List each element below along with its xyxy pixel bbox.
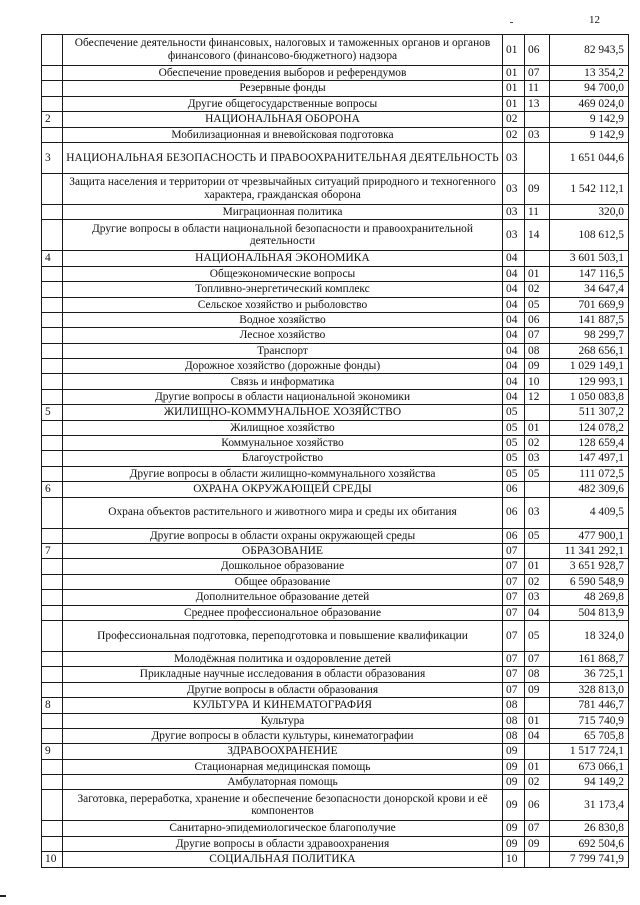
row-number-cell: [42, 96, 63, 111]
row-number-cell: [42, 682, 63, 697]
subsection-code-cell: [525, 698, 550, 713]
row-number-cell: [42, 297, 63, 312]
row-number-cell: [42, 266, 63, 281]
row-name-cell: Санитарно-эпидемиологическое благополучие: [63, 821, 503, 836]
amount-cell: 1 517 724,1: [550, 744, 629, 759]
row-name-cell: ОХРАНА ОКРУЖАЮЩЕЙ СРЕДЫ: [63, 482, 503, 497]
row-name-cell: Дорожное хозяйство (дорожные фонды): [63, 359, 503, 374]
amount-cell: 781 446,7: [550, 698, 629, 713]
subsection-code-cell: [525, 405, 550, 420]
section-code-cell: 08: [503, 713, 525, 728]
row-name-cell: Заготовка, переработка, хранение и обеспечение безопасности донорской крови и её компонентов: [63, 790, 503, 821]
amount-cell: 129 993,1: [550, 374, 629, 389]
amount-cell: 1 651 044,6: [550, 142, 629, 173]
section-code-cell: 07: [503, 559, 525, 574]
subsection-code-cell: [525, 852, 550, 867]
subsection-code-cell: 11: [525, 81, 550, 96]
section-code-cell: 04: [503, 328, 525, 343]
amount-cell: 108 612,5: [550, 220, 629, 251]
amount-cell: 34 647,4: [550, 282, 629, 297]
row-name-cell: СОЦИАЛЬНАЯ ПОЛИТИКА: [63, 852, 503, 867]
row-name-cell: Транспорт: [63, 343, 503, 358]
amount-cell: 141 887,5: [550, 312, 629, 327]
subsection-code-cell: 02: [525, 436, 550, 451]
row-name-cell: Дошкольное образование: [63, 559, 503, 574]
amount-cell: 48 269,8: [550, 590, 629, 605]
amount-cell: 11 341 292,1: [550, 543, 629, 558]
section-code-cell: 01: [503, 81, 525, 96]
amount-cell: 82 943,5: [550, 35, 629, 66]
row-number-cell: 7: [42, 543, 63, 558]
row-name-cell: КУЛЬТУРА И КИНЕМАТОГРАФИЯ: [63, 698, 503, 713]
subsection-code-cell: 01: [525, 559, 550, 574]
row-number-cell: [42, 359, 63, 374]
row-name-cell: ОБРАЗОВАНИЕ: [63, 543, 503, 558]
subsection-code-cell: [525, 112, 550, 127]
row-name-cell: Общеэкономические вопросы: [63, 266, 503, 281]
row-number-cell: 5: [42, 405, 63, 420]
section-code-cell: 07: [503, 667, 525, 682]
scan-mark: [510, 22, 513, 23]
subsection-code-cell: 04: [525, 728, 550, 743]
section-code-cell: 07: [503, 682, 525, 697]
subsection-code-cell: 03: [525, 451, 550, 466]
amount-cell: 701 669,9: [550, 297, 629, 312]
table-row: [42, 728, 629, 743]
row-number-cell: [42, 620, 63, 651]
amount-cell: 18 324,0: [550, 620, 629, 651]
table-section-row: [42, 852, 629, 867]
table-row: [42, 220, 629, 251]
subsection-code-cell: 06: [525, 312, 550, 327]
section-code-cell: 06: [503, 497, 525, 528]
row-name-cell: Другие вопросы в области национальной безопасности и правоохранительной деятельности: [63, 220, 503, 251]
amount-cell: 477 900,1: [550, 528, 629, 543]
amount-cell: 4 409,5: [550, 497, 629, 528]
row-number-cell: [42, 127, 63, 142]
row-name-cell: Среднее профессиональное образование: [63, 605, 503, 620]
subsection-code-cell: 13: [525, 96, 550, 111]
amount-cell: 715 740,9: [550, 713, 629, 728]
subsection-code-cell: 07: [525, 66, 550, 81]
subsection-code-cell: 08: [525, 343, 550, 358]
table-section-row: [42, 251, 629, 266]
section-code-cell: 05: [503, 405, 525, 420]
section-code-cell: 08: [503, 698, 525, 713]
row-name-cell: НАЦИОНАЛЬНАЯ БЕЗОПАСНОСТЬ И ПРАВООХРАНИТЕЛЬНАЯ ДЕЯТЕЛЬНОСТЬ: [63, 142, 503, 173]
amount-cell: 3 601 503,1: [550, 251, 629, 266]
row-number-cell: [42, 374, 63, 389]
subsection-code-cell: 09: [525, 682, 550, 697]
section-code-cell: 07: [503, 651, 525, 666]
subsection-code-cell: 05: [525, 528, 550, 543]
budget-table-body: [42, 35, 629, 868]
row-name-cell: Мобилизационная и вневойсковая подготовка: [63, 127, 503, 142]
subsection-code-cell: 06: [525, 790, 550, 821]
row-number-cell: [42, 420, 63, 435]
table-row: [42, 620, 629, 651]
amount-cell: 3 651 928,7: [550, 559, 629, 574]
table-row: [42, 436, 629, 451]
subsection-code-cell: 02: [525, 282, 550, 297]
row-number-cell: [42, 204, 63, 219]
table-row: [42, 775, 629, 790]
row-number-cell: [42, 466, 63, 481]
budget-table: [41, 34, 629, 868]
amount-cell: 98 299,7: [550, 328, 629, 343]
row-name-cell: Другие вопросы в области охраны окружающей среды: [63, 528, 503, 543]
subsection-code-cell: 07: [525, 328, 550, 343]
table-row: [42, 790, 629, 821]
table-section-row: [42, 698, 629, 713]
row-number-cell: [42, 282, 63, 297]
row-number-cell: [42, 343, 63, 358]
section-code-cell: 05: [503, 451, 525, 466]
table-row: [42, 497, 629, 528]
amount-cell: 1 050 083,8: [550, 389, 629, 404]
subsection-code-cell: 01: [525, 266, 550, 281]
subsection-code-cell: [525, 543, 550, 558]
section-code-cell: 05: [503, 436, 525, 451]
table-row: [42, 282, 629, 297]
section-code-cell: 08: [503, 728, 525, 743]
section-code-cell: 07: [503, 620, 525, 651]
table-row: [42, 96, 629, 111]
section-code-cell: 02: [503, 112, 525, 127]
section-code-cell: 03: [503, 220, 525, 251]
section-code-cell: 01: [503, 96, 525, 111]
row-number-cell: [42, 528, 63, 543]
row-name-cell: Стационарная медицинская помощь: [63, 759, 503, 774]
row-number-cell: [42, 389, 63, 404]
row-number-cell: [42, 328, 63, 343]
row-name-cell: Защита населения и территории от чрезвычайных ситуаций природного и техногенного характера, гражданская оборона: [63, 173, 503, 204]
section-code-cell: 02: [503, 127, 525, 142]
subsection-code-cell: 03: [525, 497, 550, 528]
table-row: [42, 759, 629, 774]
table-row: [42, 127, 629, 142]
table-row: [42, 590, 629, 605]
row-number-cell: [42, 790, 63, 821]
table-row: [42, 312, 629, 327]
row-name-cell: Обеспечение проведения выборов и референдумов: [63, 66, 503, 81]
section-code-cell: 09: [503, 836, 525, 851]
row-number-cell: [42, 451, 63, 466]
row-name-cell: Амбулаторная помощь: [63, 775, 503, 790]
subsection-code-cell: 05: [525, 620, 550, 651]
subsection-code-cell: 05: [525, 466, 550, 481]
subsection-code-cell: 01: [525, 759, 550, 774]
row-name-cell: Другие общегосударственные вопросы: [63, 96, 503, 111]
amount-cell: 124 078,2: [550, 420, 629, 435]
row-number-cell: 4: [42, 251, 63, 266]
row-name-cell: Другие вопросы в области культуры, кинематографии: [63, 728, 503, 743]
section-code-cell: 04: [503, 251, 525, 266]
row-name-cell: Сельское хозяйство и рыболовство: [63, 297, 503, 312]
row-number-cell: [42, 590, 63, 605]
row-number-cell: [42, 497, 63, 528]
section-code-cell: 09: [503, 744, 525, 759]
row-number-cell: [42, 713, 63, 728]
row-name-cell: Связь и информатика: [63, 374, 503, 389]
subsection-code-cell: 02: [525, 574, 550, 589]
row-number-cell: [42, 667, 63, 682]
section-code-cell: 07: [503, 605, 525, 620]
section-code-cell: 03: [503, 204, 525, 219]
subsection-code-cell: [525, 142, 550, 173]
amount-cell: 1 029 149,1: [550, 359, 629, 374]
subsection-code-cell: [525, 744, 550, 759]
row-name-cell: Другие вопросы в области жилищно-коммунального хозяйства: [63, 466, 503, 481]
row-name-cell: ЗДРАВООХРАНЕНИЕ: [63, 744, 503, 759]
section-code-cell: 03: [503, 173, 525, 204]
subsection-code-cell: [525, 482, 550, 497]
row-number-cell: 2: [42, 112, 63, 127]
amount-cell: 511 307,2: [550, 405, 629, 420]
amount-cell: 65 705,8: [550, 728, 629, 743]
row-number-cell: 10: [42, 852, 63, 867]
row-number-cell: [42, 312, 63, 327]
section-code-cell: 04: [503, 297, 525, 312]
row-name-cell: Миграционная политика: [63, 204, 503, 219]
subsection-code-cell: 06: [525, 35, 550, 66]
row-number-cell: [42, 173, 63, 204]
section-code-cell: 07: [503, 543, 525, 558]
page-number: 12: [589, 14, 600, 26]
table-row: [42, 682, 629, 697]
row-name-cell: Другие вопросы в области здравоохранения: [63, 836, 503, 851]
subsection-code-cell: 02: [525, 775, 550, 790]
row-number-cell: 6: [42, 482, 63, 497]
subsection-code-cell: 09: [525, 173, 550, 204]
row-name-cell: Охрана объектов растительного и животного мира и среды их обитания: [63, 497, 503, 528]
subsection-code-cell: 10: [525, 374, 550, 389]
row-number-cell: [42, 436, 63, 451]
amount-cell: 268 656,1: [550, 343, 629, 358]
row-name-cell: Благоустройство: [63, 451, 503, 466]
section-code-cell: 03: [503, 142, 525, 173]
row-name-cell: Дополнительное образование детей: [63, 590, 503, 605]
table-section-row: [42, 744, 629, 759]
table-row: [42, 451, 629, 466]
section-code-cell: 01: [503, 66, 525, 81]
row-name-cell: Общее образование: [63, 574, 503, 589]
subsection-code-cell: 08: [525, 667, 550, 682]
subsection-code-cell: 01: [525, 713, 550, 728]
amount-cell: 13 354,2: [550, 66, 629, 81]
table-row: [42, 266, 629, 281]
row-name-cell: Водное хозяйство: [63, 312, 503, 327]
section-code-cell: 09: [503, 759, 525, 774]
subsection-code-cell: 11: [525, 204, 550, 219]
section-code-cell: 10: [503, 852, 525, 867]
table-row: [42, 374, 629, 389]
section-code-cell: 04: [503, 343, 525, 358]
amount-cell: 147 116,5: [550, 266, 629, 281]
row-number-cell: [42, 821, 63, 836]
subsection-code-cell: 09: [525, 359, 550, 374]
section-code-cell: 06: [503, 528, 525, 543]
table-row: [42, 667, 629, 682]
amount-cell: 7 799 741,9: [550, 852, 629, 867]
row-name-cell: Другие вопросы в области образования: [63, 682, 503, 697]
row-number-cell: [42, 66, 63, 81]
subsection-code-cell: [525, 251, 550, 266]
subsection-code-cell: 07: [525, 651, 550, 666]
amount-cell: 9 142,9: [550, 127, 629, 142]
table-row: [42, 466, 629, 481]
row-number-cell: [42, 605, 63, 620]
amount-cell: 111 072,5: [550, 466, 629, 481]
section-code-cell: 09: [503, 790, 525, 821]
amount-cell: 31 173,4: [550, 790, 629, 821]
table-row: [42, 389, 629, 404]
table-row: [42, 359, 629, 374]
table-row: [42, 297, 629, 312]
amount-cell: 673 066,1: [550, 759, 629, 774]
row-number-cell: [42, 35, 63, 66]
section-code-cell: 07: [503, 590, 525, 605]
row-name-cell: НАЦИОНАЛЬНАЯ ЭКОНОМИКА: [63, 251, 503, 266]
amount-cell: 469 024,0: [550, 96, 629, 111]
row-name-cell: Жилищное хозяйство: [63, 420, 503, 435]
section-code-cell: 05: [503, 466, 525, 481]
table-row: [42, 204, 629, 219]
section-code-cell: 09: [503, 775, 525, 790]
amount-cell: 161 868,7: [550, 651, 629, 666]
table-row: [42, 836, 629, 851]
row-number-cell: [42, 651, 63, 666]
table-row: [42, 343, 629, 358]
section-code-cell: 04: [503, 266, 525, 281]
amount-cell: 504 813,9: [550, 605, 629, 620]
amount-cell: 328 813,0: [550, 682, 629, 697]
row-number-cell: [42, 759, 63, 774]
subsection-code-cell: 07: [525, 821, 550, 836]
subsection-code-cell: 03: [525, 590, 550, 605]
section-code-cell: 09: [503, 821, 525, 836]
section-code-cell: 04: [503, 282, 525, 297]
table-section-row: [42, 405, 629, 420]
row-name-cell: Культура: [63, 713, 503, 728]
table-row: [42, 821, 629, 836]
section-code-cell: 01: [503, 35, 525, 66]
amount-cell: 94 149,2: [550, 775, 629, 790]
table-section-row: [42, 142, 629, 173]
row-name-cell: НАЦИОНАЛЬНАЯ ОБОРОНА: [63, 112, 503, 127]
amount-cell: 692 504,6: [550, 836, 629, 851]
subsection-code-cell: 09: [525, 836, 550, 851]
section-code-cell: 04: [503, 312, 525, 327]
row-name-cell: Топливно-энергетический комплекс: [63, 282, 503, 297]
table-row: [42, 559, 629, 574]
table-row: [42, 605, 629, 620]
section-code-cell: 04: [503, 359, 525, 374]
amount-cell: 1 542 112,1: [550, 173, 629, 204]
table-row: [42, 651, 629, 666]
table-row: [42, 528, 629, 543]
amount-cell: 482 309,6: [550, 482, 629, 497]
section-code-cell: 04: [503, 374, 525, 389]
table-section-row: [42, 112, 629, 127]
row-number-cell: [42, 559, 63, 574]
table-row: [42, 35, 629, 66]
row-number-cell: 3: [42, 142, 63, 173]
amount-cell: 320,0: [550, 204, 629, 219]
row-number-cell: [42, 775, 63, 790]
amount-cell: 6 590 548,9: [550, 574, 629, 589]
row-number-cell: [42, 836, 63, 851]
row-name-cell: Молодёжная политика и оздоровление детей: [63, 651, 503, 666]
row-name-cell: Обеспечение деятельности финансовых, налоговых и таможенных органов и органов финансового (финансово-бюджетного) надзора: [63, 35, 503, 66]
subsection-code-cell: 03: [525, 127, 550, 142]
scan-edge-mark: [0, 895, 6, 897]
subsection-code-cell: 05: [525, 297, 550, 312]
subsection-code-cell: 12: [525, 389, 550, 404]
row-name-cell: Профессиональная подготовка, переподготовка и повышение квалификации: [63, 620, 503, 651]
row-name-cell: Резервные фонды: [63, 81, 503, 96]
subsection-code-cell: 14: [525, 220, 550, 251]
table-row: [42, 66, 629, 81]
section-code-cell: 06: [503, 482, 525, 497]
row-name-cell: Другие вопросы в области национальной экономики: [63, 389, 503, 404]
row-number-cell: 9: [42, 744, 63, 759]
row-number-cell: 8: [42, 698, 63, 713]
amount-cell: 128 659,4: [550, 436, 629, 451]
row-name-cell: Коммунальное хозяйство: [63, 436, 503, 451]
row-number-cell: [42, 574, 63, 589]
subsection-code-cell: 01: [525, 420, 550, 435]
table-section-row: [42, 543, 629, 558]
section-code-cell: 05: [503, 420, 525, 435]
row-number-cell: [42, 728, 63, 743]
amount-cell: 36 725,1: [550, 667, 629, 682]
amount-cell: 26 830,8: [550, 821, 629, 836]
table-section-row: [42, 482, 629, 497]
row-name-cell: Прикладные научные исследования в области образования: [63, 667, 503, 682]
amount-cell: 94 700,0: [550, 81, 629, 96]
row-name-cell: Лесное хозяйство: [63, 328, 503, 343]
subsection-code-cell: 04: [525, 605, 550, 620]
table-row: [42, 173, 629, 204]
section-code-cell: 07: [503, 574, 525, 589]
row-name-cell: ЖИЛИЩНО-КОММУНАЛЬНОЕ ХОЗЯЙСТВО: [63, 405, 503, 420]
row-number-cell: [42, 220, 63, 251]
amount-cell: 147 497,1: [550, 451, 629, 466]
table-row: [42, 420, 629, 435]
row-number-cell: [42, 81, 63, 96]
section-code-cell: 04: [503, 389, 525, 404]
table-row: [42, 574, 629, 589]
amount-cell: 9 142,9: [550, 112, 629, 127]
table-row: [42, 328, 629, 343]
table-row: [42, 81, 629, 96]
table-row: [42, 713, 629, 728]
